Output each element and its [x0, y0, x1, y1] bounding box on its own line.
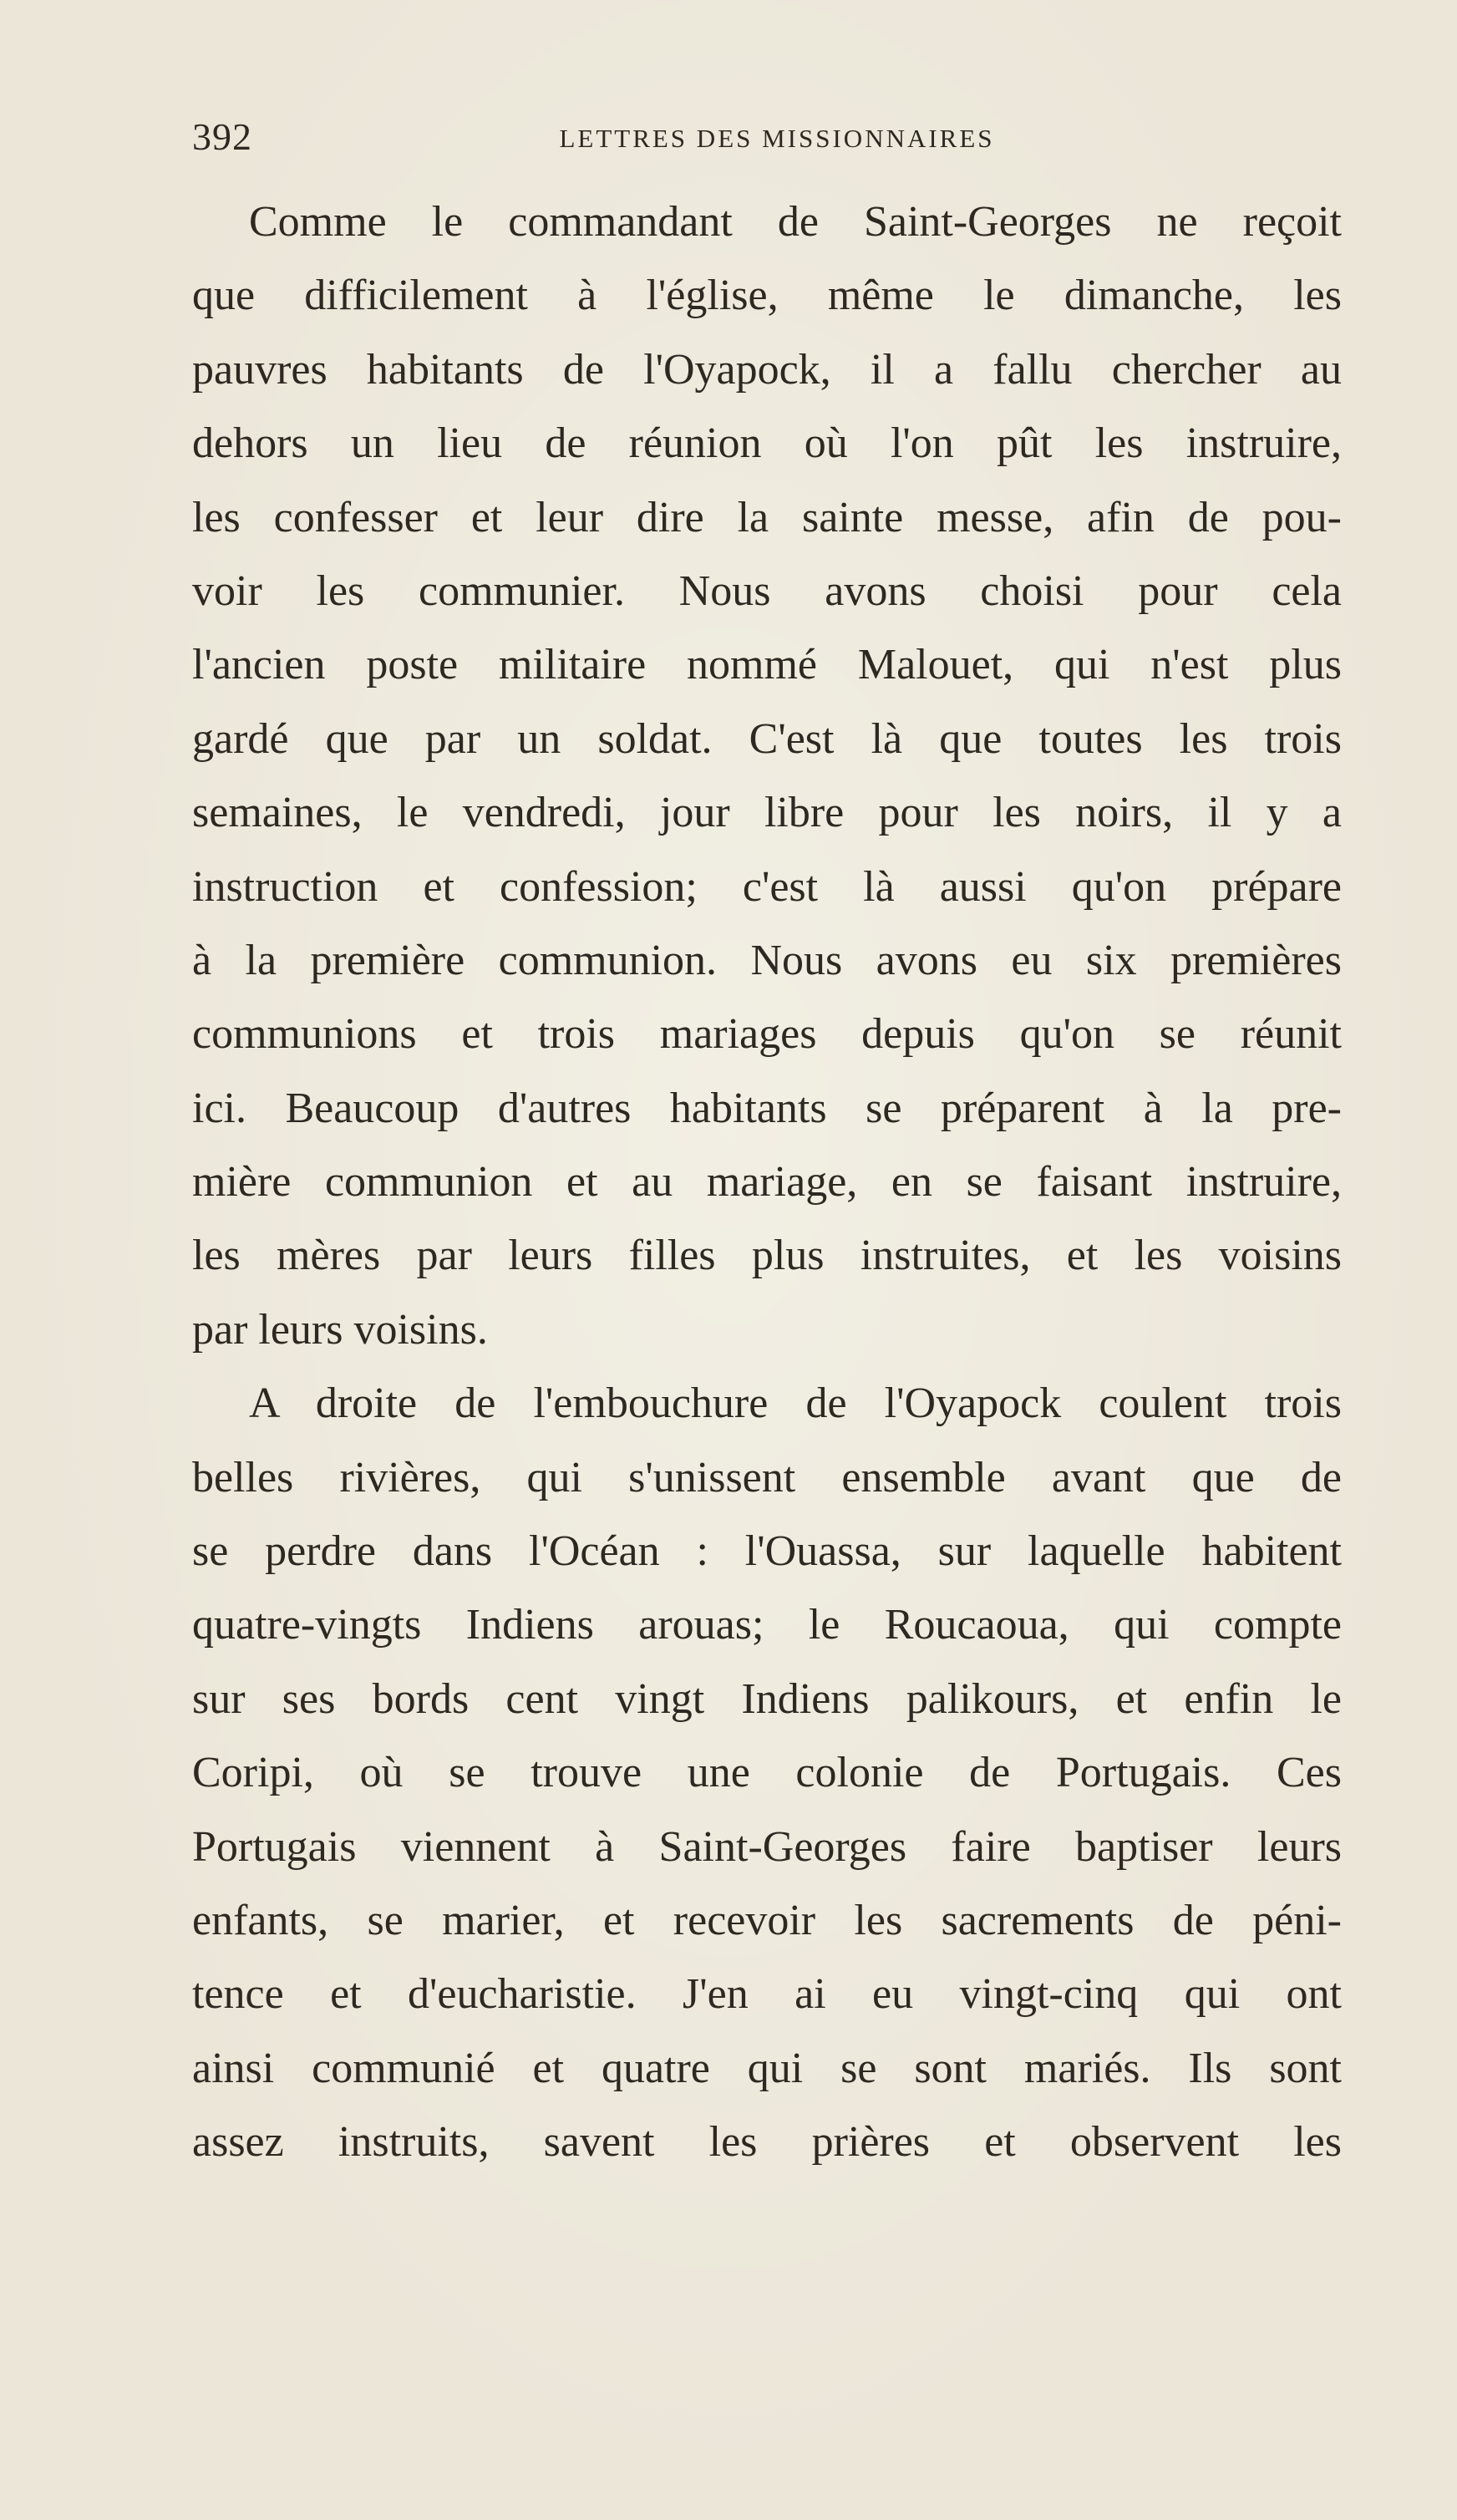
text-line: par leurs voisins.	[192, 1305, 488, 1354]
text-line: communions et trois mariages depuis qu'on se réunit	[192, 1010, 1342, 1059]
text-line: semaines, le vendredi, jour libre pour les noirs, il y a	[192, 789, 1342, 837]
text-line: pauvres habitants de l'Oyapock, il a fallu chercher au	[192, 345, 1342, 394]
text-line: se perdre dans l'Océan : l'Ouassa, sur laquelle habitent	[192, 1527, 1342, 1576]
text-line: belles rivières, qui s'unissent ensemble avant que de	[192, 1453, 1342, 1501]
text-line: assez instruits, savent les prières et observent les	[192, 2118, 1342, 2167]
text-line: dehors un lieu de réunion où l'on pût les instruire,	[192, 419, 1342, 468]
text-line: ici. Beaucoup d'autres habitants se préparent à la pre-	[192, 1084, 1342, 1132]
text-line: Comme le commandant de Saint-Georges ne reçoit	[249, 198, 1342, 246]
text-line: voir les communier. Nous avons choisi pour cela	[192, 566, 1342, 615]
page-header	[192, 112, 1345, 162]
running-title: LETTRES DES MISSIONNAIRES	[559, 124, 995, 153]
text-line: l'ancien poste militaire nommé Malouet, qui n'est plus	[192, 641, 1342, 689]
text-line: que difficilement à l'église, même le dimanche, les	[192, 272, 1342, 320]
body-text	[192, 185, 1342, 2180]
text-line: les mères par leurs filles plus instruites, et les voisins	[192, 1232, 1342, 1280]
text-line: Coripi, où se trouve une colonie de Portugais. Ces	[192, 1749, 1342, 1797]
text-line: gardé que par un soldat. C'est là que toutes les trois	[192, 714, 1342, 763]
text-line: à la première communion. Nous avons eu six premières	[192, 936, 1342, 984]
text-line: sur ses bords cent vingt Indiens palikours, et enfin le	[192, 1674, 1342, 1723]
text-line: instruction et confession; c'est là aussi qu'on prépare	[192, 862, 1342, 911]
text-line: les confesser et leur dire la sainte messe, afin de pou-	[192, 493, 1342, 541]
text-line: mière communion et au mariage, en se faisant instruire,	[192, 1158, 1342, 1207]
page-number: 392	[192, 115, 252, 158]
text-line: A droite de l'embouchure de l'Oyapock coulent trois	[249, 1379, 1342, 1428]
paragraph-2	[192, 1367, 1342, 2179]
text-line: ainsi communié et quatre qui se sont mariés. Ils sont	[192, 2044, 1342, 2092]
paragraph-1	[192, 185, 1342, 1367]
text-line: Portugais viennent à Saint-Georges faire baptiser leurs	[192, 1822, 1342, 1871]
text-line: tence et d'eucharistie. J'en ai eu vingt-cinq qui ont	[192, 1970, 1342, 2019]
text-line: enfants, se marier, et recevoir les sacrements de péni-	[192, 1896, 1342, 1944]
text-line: quatre-vingts Indiens arouas; le Roucaoua, qui compte	[192, 1601, 1342, 1649]
